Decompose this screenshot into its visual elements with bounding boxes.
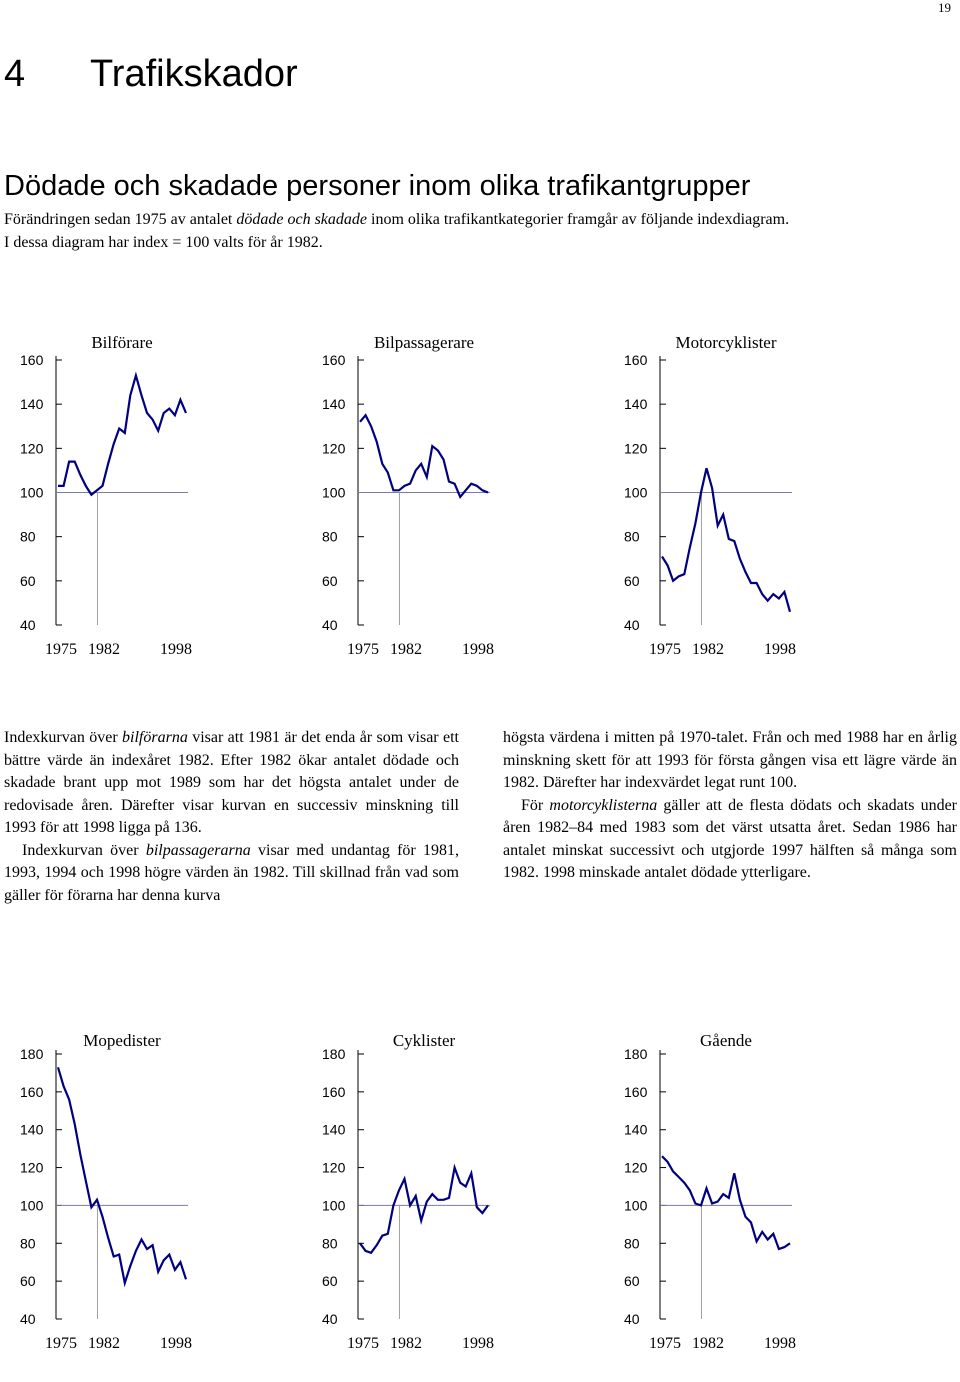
series-line [662,468,790,612]
y-tick-label: 80 [322,528,338,545]
x-tick-label: 1982 [390,641,422,658]
x-tick-label: 1982 [692,641,724,658]
y-tick-label: 160 [20,1083,44,1100]
section-heading: Dödade och skadade personer inom olika trafikantgrupper [4,170,751,202]
text-run: visar att 1981 är det enda år som visar ett bättre värde än indexåret 1982. Efter 1982 ökar antalet dödade och skadade brant upp mot 1989 som har det högsta antalet under de redovisade åren. Därefter visar kurvan en successiv minskning till 1993 för att 1998 ligga på 136. [4,729,459,836]
y-tick-label: 160 [322,1083,346,1100]
series-line [58,376,186,495]
x-tick-label: 1998 [462,1335,494,1352]
y-tick-label: 120 [20,1159,44,1176]
x-tick-label: 1998 [160,1335,192,1352]
y-tick-label: 140 [322,1121,346,1138]
page-number: 19 [938,0,951,15]
series-line [360,1168,488,1253]
chart-bilpassagerare [316,325,636,685]
intro-text-pre: Förändringen sedan 1975 av antalet [4,211,237,228]
x-tick-label: 1975 [649,1335,681,1352]
intro-text-post: inom olika trafikantkategorier framgår av följande indexdiagram. [367,211,790,228]
y-tick-label: 40 [624,1311,640,1327]
x-tick-label: 1975 [649,641,681,658]
chart-bilforare [14,325,334,685]
body-paragraph [503,795,957,885]
y-tick-label: 160 [20,352,44,368]
series-line [58,1067,186,1283]
y-tick-label: 80 [624,1235,640,1252]
body-column-left [4,727,459,907]
y-tick-label: 140 [322,396,346,413]
y-tick-label: 180 [20,1046,44,1062]
chapter-number: 4 [4,53,26,95]
intro-paragraph [4,208,944,254]
y-tick-label: 140 [624,1121,648,1138]
x-tick-label: 1975 [347,1335,379,1352]
chart-title: Motorcyklister [675,333,777,352]
x-tick-label: 1975 [347,641,379,658]
y-tick-label: 40 [20,617,36,633]
x-tick-label: 1998 [764,641,796,658]
x-tick-label: 1975 [45,1335,77,1352]
x-tick-label: 1998 [764,1335,796,1352]
x-tick-label: 1982 [390,1335,422,1352]
y-tick-label: 60 [20,572,36,589]
y-tick-label: 80 [20,1235,36,1252]
y-tick-label: 180 [322,1046,346,1062]
y-tick-label: 140 [624,396,648,413]
chart-svg [14,325,334,685]
chart-title: Bilpassagerare [373,333,475,352]
y-tick-label: 40 [322,617,338,633]
x-tick-label: 1998 [462,641,494,658]
text-run: Indexkurvan över [4,729,123,746]
text-run: visar med undantag för 1981, 1993, 1994 och 1998 högre värden än 1982. Till skillnad från vad som gäller för förarna har denna kurva [4,841,460,904]
chart-title: Mopedister [83,1031,161,1050]
y-tick-label: 120 [20,440,44,457]
text-emphasis: motorcyklisterna [549,796,658,814]
text-run: högsta värdena i mitten på 1970-talet. Från och med 1988 har en årlig minskning skett för att 1993 för första gången visa ett lägre värde än 1982. Därefter har indexvärdet legat runt 100. [503,729,957,791]
chapter-title: Trafikskador [90,53,298,95]
body-column-right [503,727,957,885]
y-tick-label: 120 [624,440,648,457]
text-emphasis: bilpassagerarna [145,841,251,859]
chart-title: Cyklister [392,1031,456,1050]
chart-svg [618,1022,938,1382]
y-tick-label: 100 [20,1197,44,1214]
chart-mopedister [14,1022,334,1382]
intro-text-emphasis: dödade och skadade [236,211,368,228]
y-tick-label: 40 [322,1311,338,1327]
chart-title: Bilförare [91,333,153,352]
x-tick-label: 1998 [160,641,192,658]
chart-title: Gående [700,1031,752,1050]
chapter-heading [4,46,298,102]
y-tick-label: 100 [322,484,346,501]
chart-gaende [618,1022,938,1382]
y-tick-label: 120 [322,1159,346,1176]
chart-svg [316,1022,636,1382]
body-paragraph [4,840,459,908]
y-tick-label: 100 [624,484,648,501]
y-tick-label: 160 [624,352,648,368]
x-tick-label: 1975 [45,641,77,658]
series-line [360,415,488,497]
y-tick-label: 80 [624,528,640,545]
y-tick-label: 140 [20,1121,44,1138]
chart-cyklister [316,1022,636,1382]
y-tick-label: 100 [20,484,44,501]
y-tick-label: 60 [624,572,640,589]
y-tick-label: 80 [20,528,36,545]
y-tick-label: 60 [322,1273,338,1290]
y-tick-label: 160 [624,1083,648,1100]
chart-motorcyklister [618,325,938,685]
series-line [662,1156,790,1249]
y-tick-label: 40 [624,617,640,633]
chart-svg [618,325,938,685]
text-run: gäller att de flesta dödats och skadats under åren 1982–84 med 1983 som det värst utsatta året. Sedan 1986 har antalet minskat successivt och utgjorde 1997 hälften så många som 1982. 1998 minskade antalet dödade ytterligare. [503,796,957,881]
body-paragraph [4,727,459,840]
y-tick-label: 100 [624,1197,648,1214]
x-tick-label: 1982 [692,1335,724,1352]
y-tick-label: 80 [322,1235,338,1252]
y-tick-label: 120 [322,440,346,457]
y-tick-label: 100 [322,1197,346,1214]
y-tick-label: 60 [624,1273,640,1290]
chart-svg [316,325,636,685]
text-emphasis: bilförarna [122,729,188,746]
y-tick-label: 120 [624,1159,648,1176]
body-paragraph [503,727,957,795]
text-run: För [521,796,550,814]
chart-svg [14,1022,334,1382]
y-tick-label: 140 [20,396,44,413]
y-tick-label: 40 [20,1311,36,1327]
intro-text-line2: I dessa diagram har index = 100 valts för år 1982. [4,234,323,251]
x-tick-label: 1982 [88,641,120,658]
y-tick-label: 180 [624,1046,648,1062]
x-tick-label: 1982 [88,1335,120,1352]
y-tick-label: 60 [20,1273,36,1290]
y-tick-label: 160 [322,352,346,368]
y-tick-label: 60 [322,572,338,589]
text-run: Indexkurvan över [22,841,146,859]
